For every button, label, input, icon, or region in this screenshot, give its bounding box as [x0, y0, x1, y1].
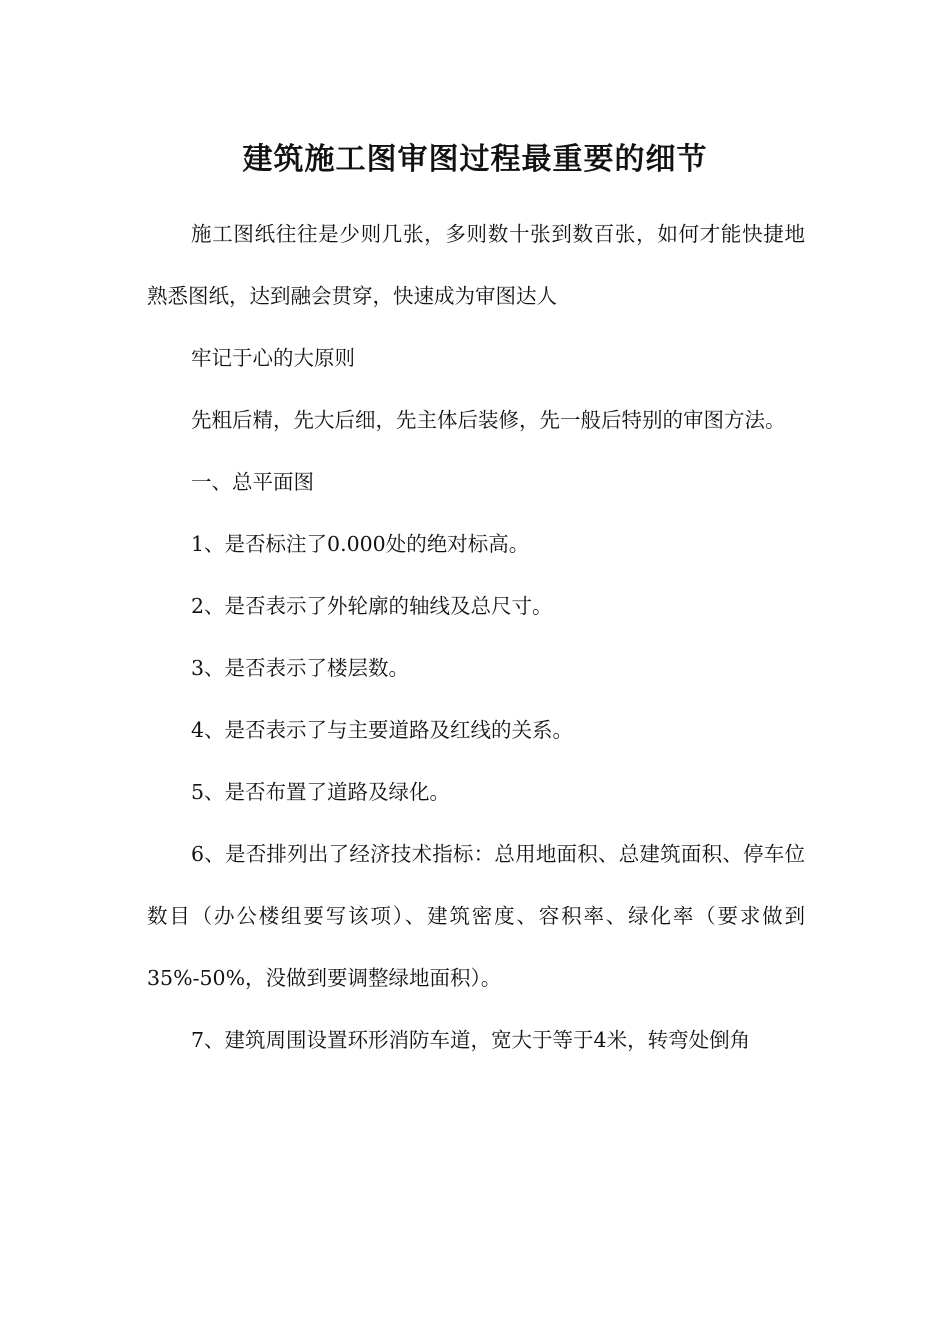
list-item-5: 5、是否布置了道路及绿化。: [191, 780, 451, 804]
list-item-1: 1、是否标注了0.000处的绝对标高。: [191, 532, 530, 556]
paragraph-principle-heading: 牢记于心的大原则: [191, 346, 355, 370]
document-body: [147, 203, 805, 1071]
document-title: 建筑施工图审图过程最重要的细节: [242, 142, 708, 177]
section-heading-site-plan: 一、总平面图: [191, 470, 314, 494]
list-item-6: 6、是否排列出了经济技术指标：总用地面积、总建筑面积、停车位数目（办公楼组要写该项）、建筑密度、容积率、绿化率（要求做到35%-50%，没做到要调整绿地面积）。: [147, 842, 805, 990]
list-item-4: 4、是否表示了与主要道路及红线的关系。: [191, 718, 574, 742]
paragraph-intro: 施工图纸往往是少则几张，多则数十张到数百张，如何才能快捷地熟悉图纸，达到融会贯穿，快速成为审图达人: [147, 222, 805, 308]
list-item-7: 7、建筑周围设置环形消防车道，宽大于等于4米，转弯处倒角: [191, 1028, 751, 1052]
list-item-2: 2、是否表示了外轮廓的轴线及总尺寸。: [191, 594, 553, 618]
paragraph-principle: 先粗后精，先大后细，先主体后装修，先一般后特别的审图方法。: [191, 408, 786, 432]
list-item-3: 3、是否表示了楼层数。: [191, 656, 410, 680]
